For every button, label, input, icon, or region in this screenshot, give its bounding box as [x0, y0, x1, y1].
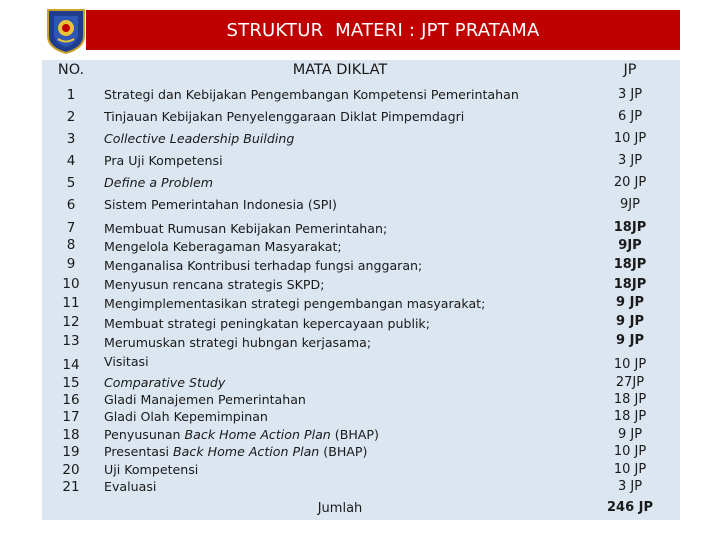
row-number: 7: [66, 220, 76, 236]
mata-diklat-item: Gladi Manajemen Pemerintahan: [104, 392, 306, 407]
row-number: 21: [62, 479, 80, 495]
jp-value: 18 JP: [613, 409, 647, 424]
mata-diklat-item: Collective Leadership Building: [104, 131, 295, 146]
row-number: 20: [62, 462, 80, 478]
jp-value: 9 JP: [616, 295, 644, 310]
page-title: STRUKTUR MATERI : JPT PRATAMA: [86, 10, 680, 50]
jp-value: 9JP: [620, 197, 640, 212]
mata-diklat-item: Sistem Pemerintahan Indonesia (SPI): [104, 197, 337, 212]
government-emblem-icon: [46, 8, 86, 54]
row-number: 5: [66, 175, 76, 191]
row-number: 4: [66, 153, 76, 169]
jp-value: 9 JP: [616, 314, 644, 329]
mata-diklat-item: Uji Kompetensi: [104, 462, 199, 477]
row-number: 6: [66, 197, 76, 213]
jp-value: 18JP: [613, 220, 647, 235]
jp-value: 18JP: [613, 277, 647, 292]
jp-value: 10 JP: [613, 131, 647, 146]
row-number: 11: [62, 295, 80, 311]
jp-value: 27JP: [615, 375, 645, 390]
item-text-italic: Back Home Action Plan: [184, 427, 331, 442]
mata-diklat-item: Mengimplementasikan strategi pengembangan masyarakat;: [104, 296, 486, 311]
mata-diklat-item: Merumuskan strategi hubngan kerjasama;: [104, 335, 372, 350]
jp-value: 3 JP: [617, 479, 643, 494]
jp-value: 6 JP: [617, 109, 643, 124]
mata-diklat-item: Evaluasi: [104, 479, 157, 494]
mata-diklat-item: Gladi Olah Kepemimpinan: [104, 409, 268, 424]
mata-diklat-item: Strategi dan Kebijakan Pengembangan Kompetensi Pemerintahan: [104, 87, 519, 102]
item-text-italic: Back Home Action Plan: [173, 444, 320, 459]
jp-value: 9 JP: [616, 333, 644, 348]
jp-value: 3 JP: [617, 87, 643, 102]
row-number: 14: [62, 357, 80, 373]
mata-diklat-item: Mengelola Keberagaman Masyarakat;: [104, 239, 342, 254]
row-number: 17: [62, 409, 80, 425]
item-text: Presentasi: [104, 444, 174, 459]
jp-value: 18JP: [613, 257, 647, 272]
jp-value: 20 JP: [613, 175, 647, 190]
header-no: NO.: [57, 62, 85, 78]
item-text: Penyusunan: [104, 427, 185, 442]
header-mata-diklat: MATA DIKLAT: [292, 62, 388, 78]
mata-diklat-item: Visitasi: [104, 354, 149, 369]
mata-diklat-item: Tinjauan Kebijakan Penyelenggaraan Diklat Pimpemdagri: [104, 109, 465, 124]
mata-diklat-item: Membuat strategi peningkatan kepercayaan publik;: [104, 316, 430, 331]
mata-diklat-item: [104, 427, 379, 443]
jp-value: 10 JP: [613, 444, 647, 459]
row-number: 2: [66, 109, 76, 125]
mata-diklat-item: Menyusun rencana strategis SKPD;: [104, 277, 325, 292]
row-number: 9: [66, 256, 76, 272]
mata-diklat-item: Define a Problem: [104, 175, 214, 190]
item-text: (BHAP): [319, 444, 368, 459]
jp-value: 10 JP: [613, 462, 647, 477]
jp-value: 3 JP: [617, 153, 643, 168]
row-number: 15: [62, 375, 80, 391]
row-number: 3: [66, 131, 76, 147]
total-value: 246 JP: [606, 500, 654, 515]
row-number: 16: [62, 392, 80, 408]
header-jp: JP: [623, 62, 637, 78]
row-number: 10: [62, 276, 80, 292]
mata-diklat-item: Menganalisa Kontribusi terhadap fungsi anggaran;: [104, 258, 423, 273]
item-text: (BHAP): [330, 427, 379, 442]
row-number: 13: [62, 333, 80, 349]
jp-value: 10 JP: [613, 357, 647, 372]
row-number: 8: [66, 237, 76, 253]
jp-value: 9 JP: [617, 427, 643, 442]
mata-diklat-item: Membuat Rumusan Kebijakan Pemerintahan;: [104, 221, 388, 236]
mata-diklat-item: [104, 444, 367, 460]
mata-diklat-item: Comparative Study: [104, 375, 226, 390]
row-number: 18: [62, 427, 80, 443]
row-number: 1: [66, 87, 76, 103]
jp-value: 9JP: [618, 238, 642, 253]
row-number: 19: [62, 444, 80, 460]
row-number: 12: [62, 314, 80, 330]
mata-diklat-item: Pra Uji Kompetensi: [104, 153, 223, 168]
total-label: Jumlah: [317, 501, 363, 516]
jp-value: 18 JP: [613, 392, 647, 407]
